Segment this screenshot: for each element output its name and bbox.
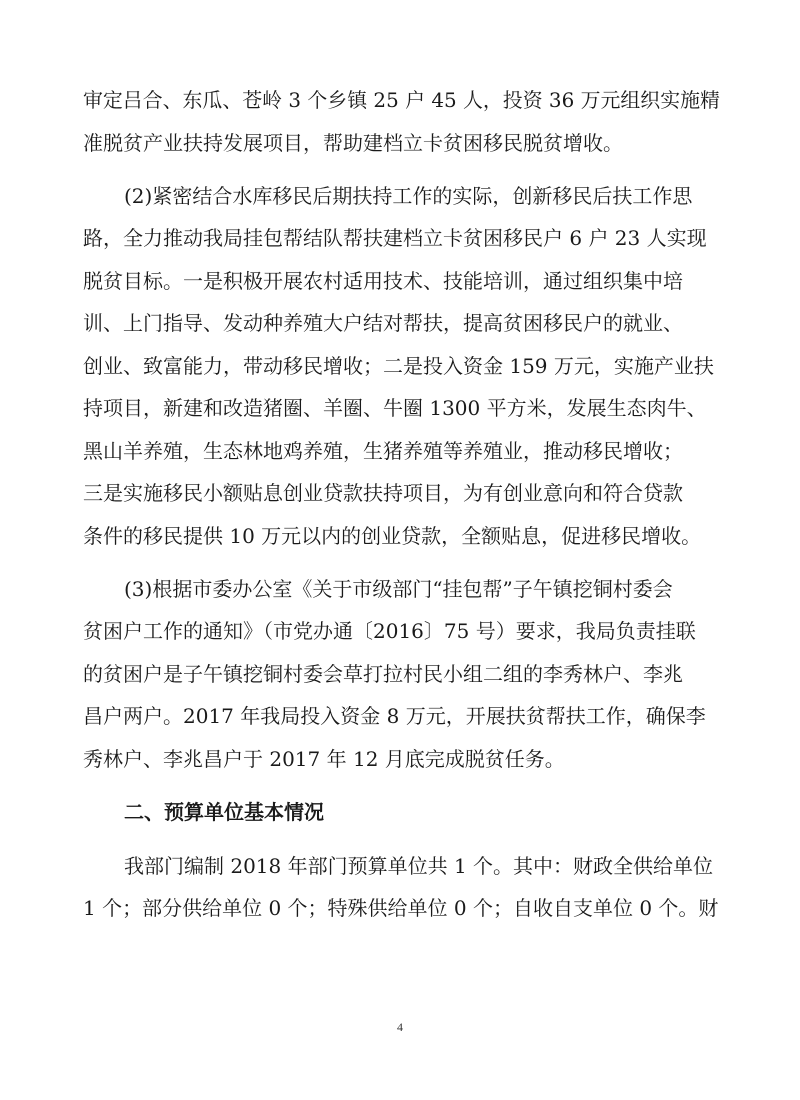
text-line-content: 持项目，新建和改造猪圈、羊圈、牛圈 1300 平方米，发展生态肉牛、 xyxy=(83,396,707,420)
text-line-content: 路，全力推动我局挂包帮结队帮扶建档立卡贫困移民户 6 户 23 人实现 xyxy=(83,226,707,250)
text-line-content: 我部门编制 2018 年部门预算单位共 1 个。其中：财政全供给单位 xyxy=(124,854,714,878)
text-line-content: 黑山羊养殖，生态林地鸡养殖，生猪养殖等养殖业，推动移民增收； xyxy=(83,439,683,463)
text-line-content: 训、上门指导、发动种养殖大户结对帮扶，提高贫困移民户的就业、 xyxy=(83,311,683,335)
text-line-content: 审定吕合、东瓜、苍岭 3 个乡镇 25 户 45 人，投资 36 万元组织实施精 xyxy=(83,88,720,112)
text-line-content: 脱贫目标。一是积极开展农村适用技术、技能培训，通过组织集中培 xyxy=(83,269,683,293)
text-line-content: 创业、致富能力，带动移民增收；二是投入资金 159 万元，实施产业扶 xyxy=(83,354,714,378)
text-line-content: 的贫困户是子午镇挖铜村委会草打拉村民小组二组的李秀林户、李兆 xyxy=(83,662,683,686)
text-line-content: 条件的移民提供 10 万元以内的创业贷款，全额贴息，促进移民增收。 xyxy=(83,524,702,548)
text-line-content: 三是实施移民小额贴息创业贷款扶持项目，为有创业意向和符合贷款 xyxy=(83,481,683,505)
page-number: 4 xyxy=(397,1020,403,1034)
text-line-content: 准脱贫产业扶持发展项目，帮助建档立卡贫困移民脱贫增收。 xyxy=(83,131,623,155)
text-line-content: (2)紧密结合水库移民后期扶持工作的实际，创新移民后扶工作思 xyxy=(124,184,693,208)
section-heading-text: 二、预算单位基本情况 xyxy=(124,800,324,824)
text-line-content: 1 个；部分供给单位 0 个；特殊供给单位 0 个；自收自支单位 0 个。财 xyxy=(83,896,719,920)
text-line-content: 昌户两户。2017 年我局投入资金 8 万元，开展扶贫帮扶工作，确保李 xyxy=(83,704,706,728)
text-line-content: (3)根据市委办公室《关于市级部门“挂包帮”子午镇挖铜村委会 xyxy=(124,577,673,601)
text-line-content: 贫困户工作的通知》（市党办通〔2016〕75 号）要求，我局负责挂联 xyxy=(83,619,696,643)
text-line-content: 秀林户、李兆昌户于 2017 年 12 月底完成脱贫任务。 xyxy=(83,747,565,771)
